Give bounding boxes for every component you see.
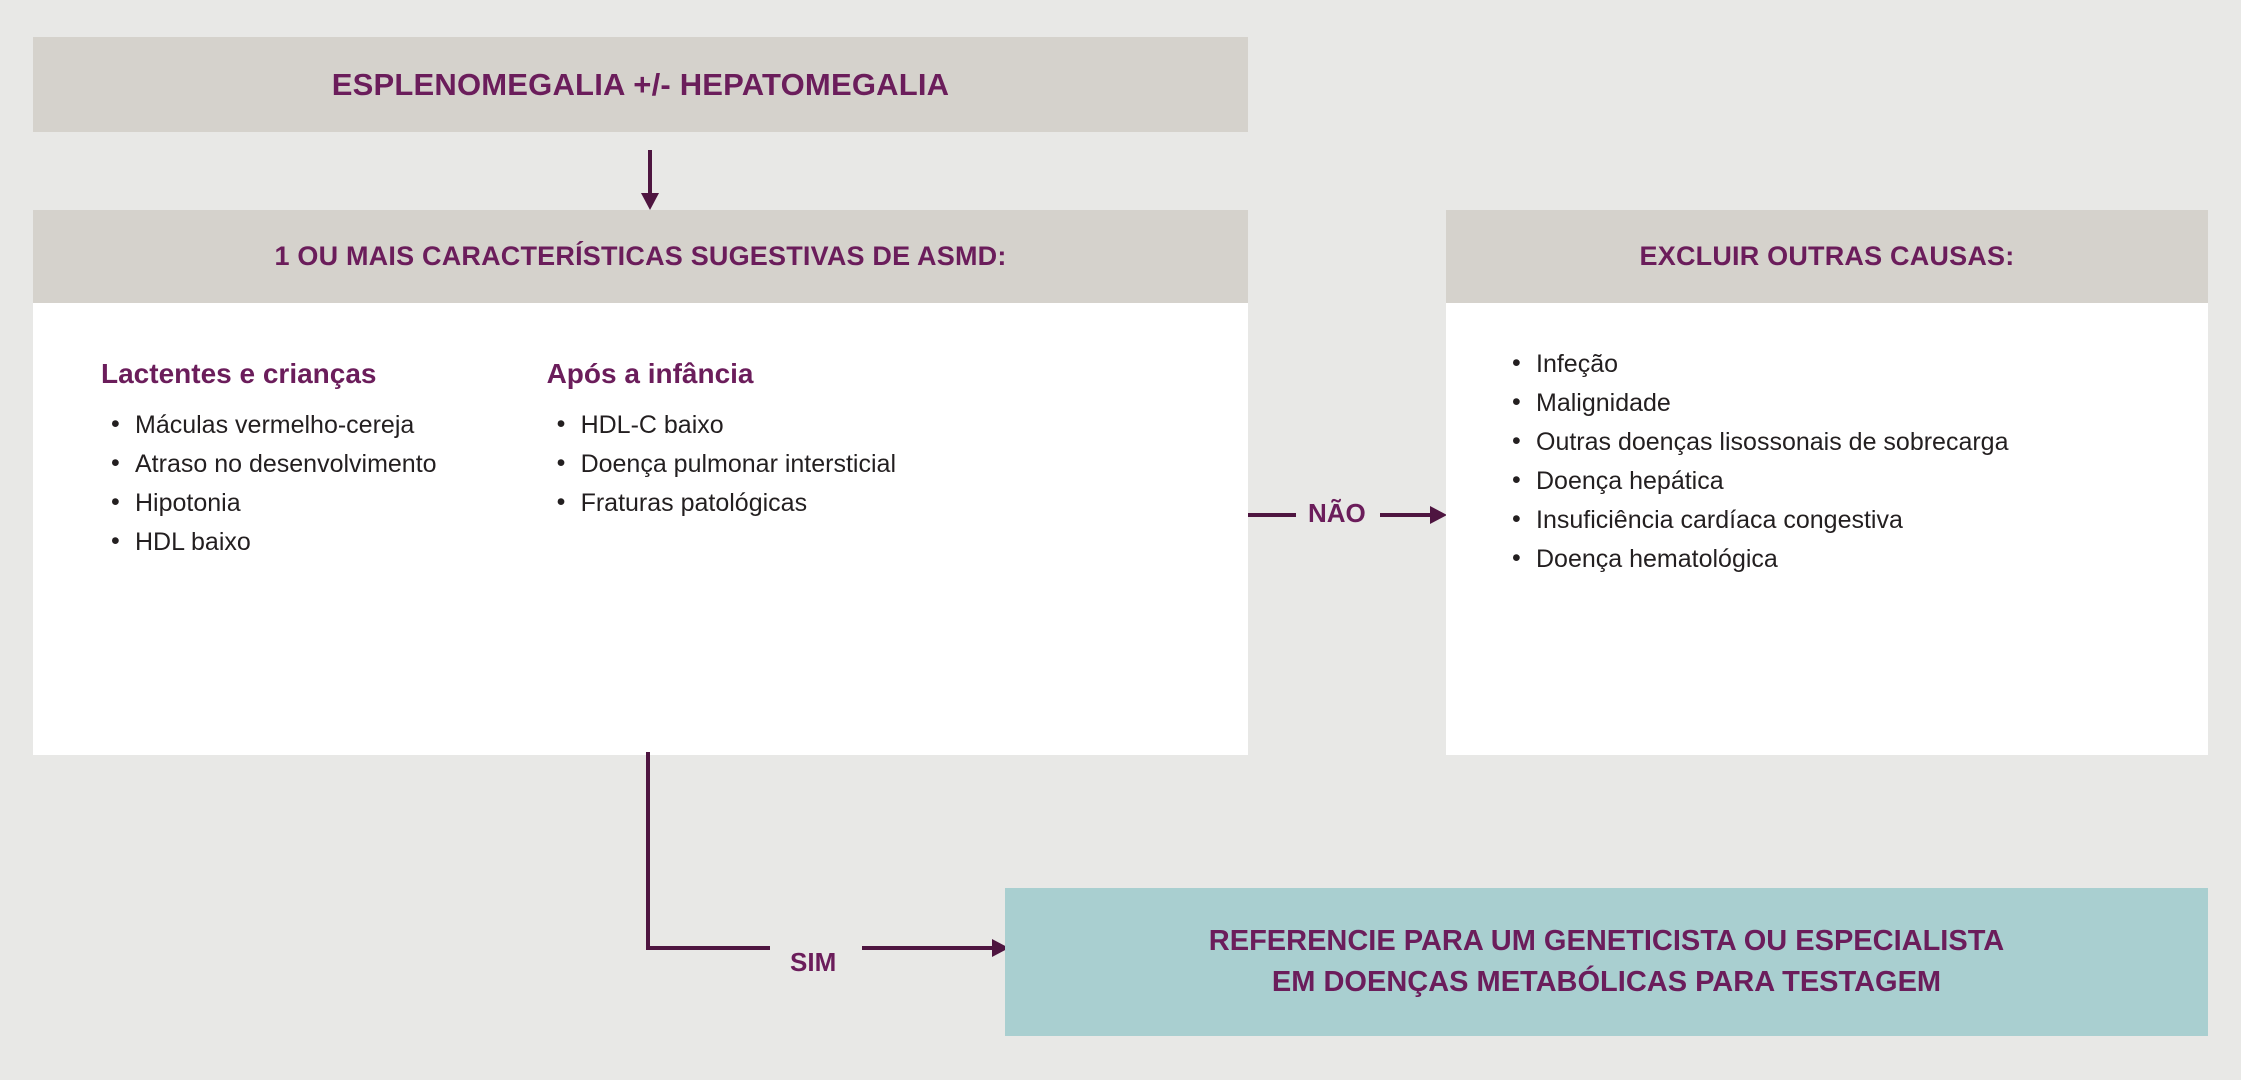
asmd-column-infants-list xyxy=(101,406,437,562)
exclude-box-header-label: EXCLUIR OUTRAS CAUSAS: xyxy=(1639,241,2015,271)
referral-line-1: REFERENCIE PARA UM GENETICISTA OU ESPECIALISTA xyxy=(1208,924,2005,957)
list-item: • Insuficiência cardíaca congestiva xyxy=(1502,501,2208,540)
exclude-box-body xyxy=(1446,303,2208,579)
list-item: • Máculas vermelho-cereja xyxy=(101,406,437,445)
list-item: • Infeção xyxy=(1502,345,2208,384)
asmd-column-after-childhood xyxy=(547,358,896,562)
list-item: • Doença hepática xyxy=(1502,462,2208,501)
arrow-down-icon xyxy=(630,150,670,212)
list-item: • Outras doenças lisossonais de sobrecarga xyxy=(1502,423,2208,462)
list-item: • Malignidade xyxy=(1502,384,2208,423)
asmd-box-header-label: 1 OU MAIS CARACTERÍSTICAS SUGESTIVAS DE ASMD: xyxy=(274,241,1007,271)
list-item: • Hipotonia xyxy=(101,484,437,523)
asmd-column-infants xyxy=(101,358,437,562)
list-item: • Atraso no desenvolvimento xyxy=(101,445,437,484)
exclude-causes-box xyxy=(1446,210,2208,755)
title-box xyxy=(33,37,1248,132)
connector-no-label: NÃO xyxy=(1308,498,1366,528)
asmd-column-infants-title: Lactentes e crianças xyxy=(101,358,377,389)
list-item: • Doença pulmonar intersticial xyxy=(547,445,896,484)
list-item: • HDL-C baixo xyxy=(547,406,896,445)
asmd-features-box xyxy=(33,210,1248,755)
referral-box-text xyxy=(1209,921,2004,1003)
list-item: • HDL baixo xyxy=(101,523,437,562)
asmd-box-header xyxy=(33,210,1248,303)
referral-box xyxy=(1005,888,2208,1036)
asmd-column-after-childhood-list xyxy=(547,406,896,523)
list-item: • Doença hematológica xyxy=(1502,540,2208,579)
asmd-columns xyxy=(33,303,1248,562)
referral-line-2: EM DOENÇAS METABÓLICAS PARA TESTAGEM xyxy=(1271,966,1942,998)
title-box-label: ESPLENOMEGALIA +/- HEPATOMEGALIA xyxy=(331,66,950,102)
exclude-box-header xyxy=(1446,210,2208,303)
asmd-column-after-childhood-title: Após a infância xyxy=(546,358,754,389)
list-item: • Fraturas patológicas xyxy=(547,484,896,523)
connector-yes xyxy=(630,752,1010,967)
exclude-causes-list xyxy=(1502,345,2208,579)
connector-yes-label: SIM xyxy=(790,947,837,977)
